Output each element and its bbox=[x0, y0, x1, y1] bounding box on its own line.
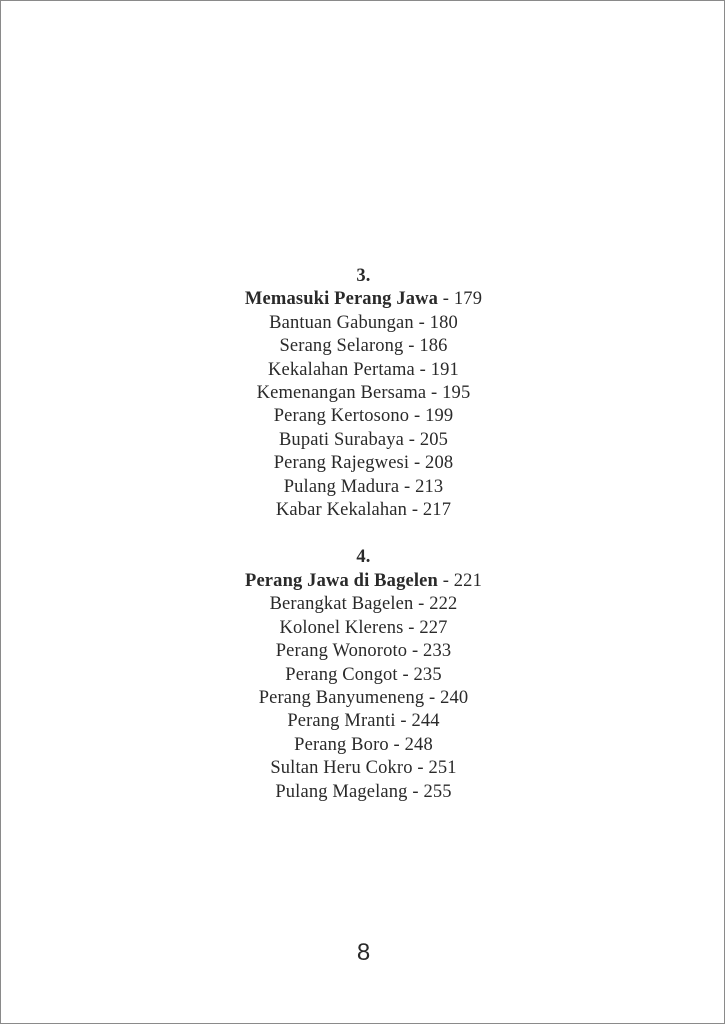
toc-entry: Kabar Kekalahan - 217 bbox=[275, 500, 452, 521]
section-heading bbox=[1, 288, 725, 311]
toc-entry: Serang Selarong - 186 bbox=[279, 336, 448, 357]
toc-section-4 bbox=[1, 546, 725, 803]
section-heading bbox=[1, 570, 725, 593]
toc-entry: Perang Kertosono - 199 bbox=[273, 406, 454, 427]
section-title: Perang Jawa di Bagelen bbox=[245, 570, 438, 591]
toc-entry: Kemenangan Bersama - 195 bbox=[256, 383, 471, 404]
toc-entry: Perang Mranti - 244 bbox=[287, 711, 440, 732]
toc-entry: Berangkat Bagelen - 222 bbox=[269, 594, 458, 615]
section-title: Memasuki Perang Jawa bbox=[244, 289, 439, 310]
section-number: 4. bbox=[356, 547, 371, 568]
toc-entry: Kekalahan Pertama - 191 bbox=[268, 359, 459, 380]
toc-entry: Sultan Heru Cokro - 251 bbox=[270, 758, 457, 779]
toc-entry: Pulang Madura - 213 bbox=[283, 476, 444, 497]
page-number: 8 bbox=[356, 939, 371, 966]
section-page: - 179 bbox=[438, 289, 483, 310]
toc-entry: Pulang Magelang - 255 bbox=[275, 781, 452, 802]
toc-entry: Perang Rajegwesi - 208 bbox=[273, 453, 454, 474]
toc-entry: Perang Wonoroto - 233 bbox=[275, 641, 452, 662]
toc-entry: Perang Congot - 235 bbox=[285, 664, 442, 685]
toc-section-3 bbox=[1, 265, 725, 522]
toc-entry: Perang Banyumeneng - 240 bbox=[258, 687, 469, 708]
toc-entry: Bupati Surabaya - 205 bbox=[278, 429, 449, 450]
section-page: - 221 bbox=[437, 570, 482, 591]
toc-entry: Kolonel Klerens - 227 bbox=[279, 617, 448, 638]
section-number: 3. bbox=[356, 266, 371, 286]
table-of-contents bbox=[1, 265, 725, 804]
toc-entry: Perang Boro - 248 bbox=[294, 734, 433, 755]
toc-entry: Bantuan Gabungan - 180 bbox=[269, 312, 458, 333]
